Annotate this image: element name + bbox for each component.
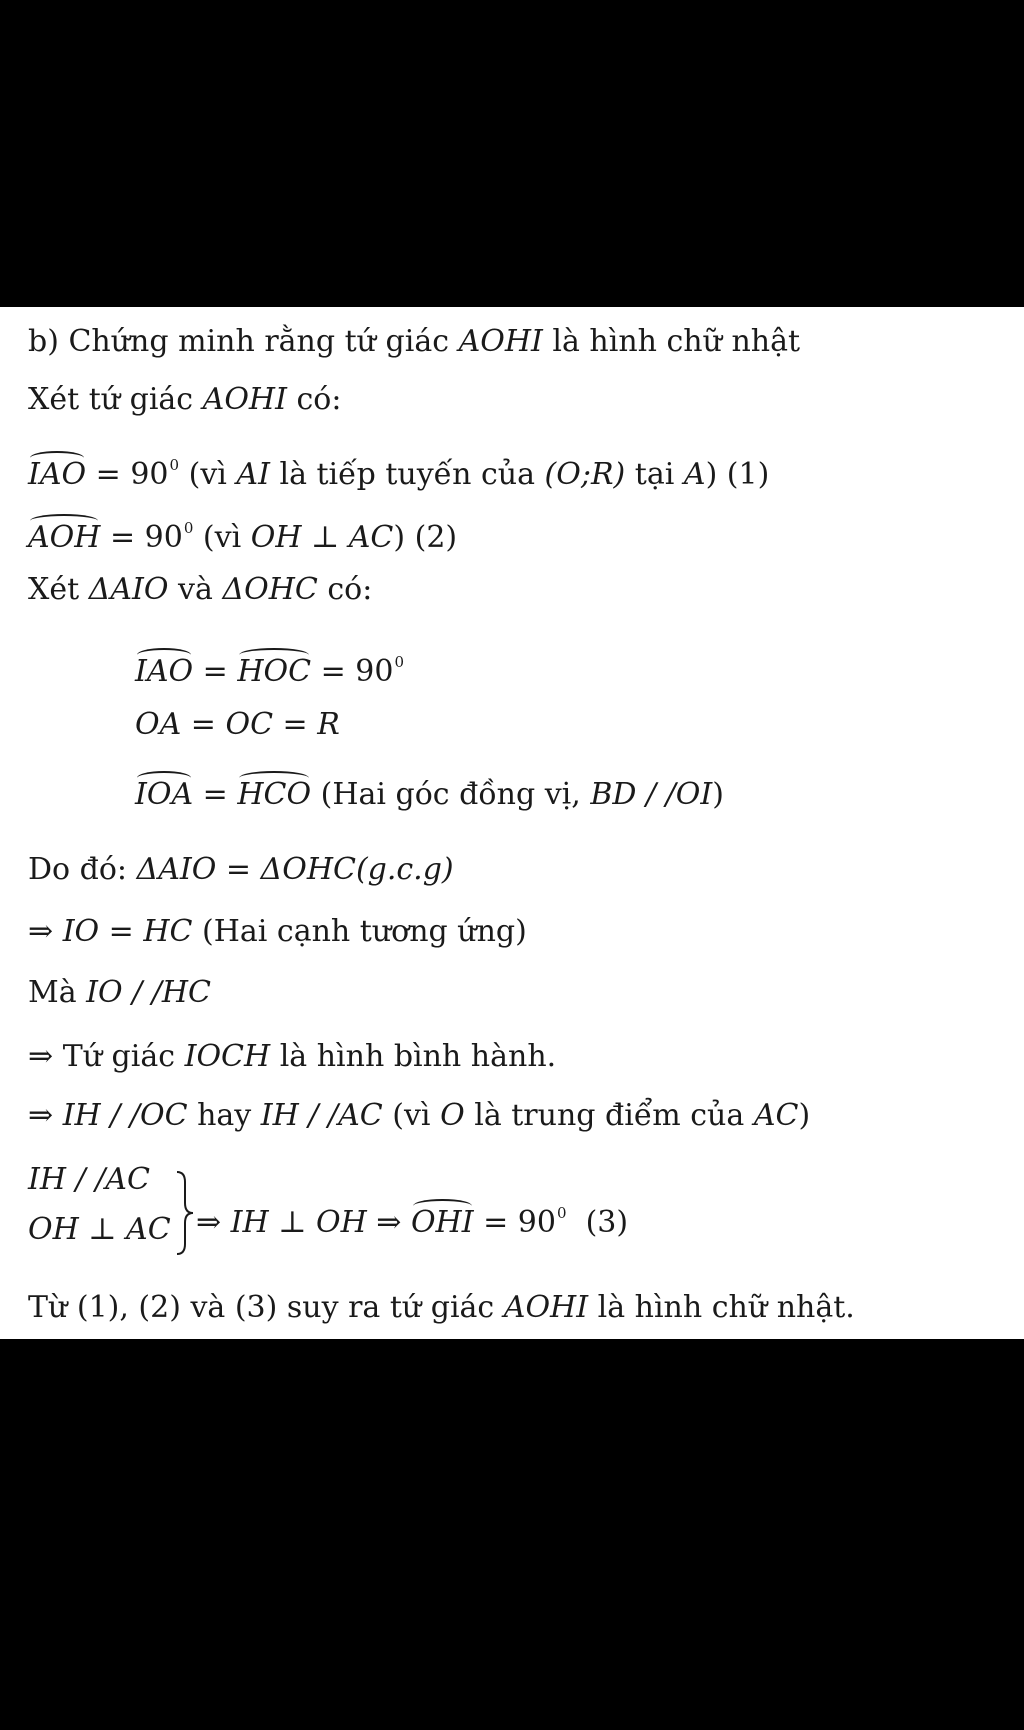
angle-ioa: IOA — [135, 777, 194, 812]
line2-expression: OH ⊥ AC — [250, 520, 394, 555]
line1-degree: 0 — [169, 456, 180, 474]
c1-degree: 0 — [394, 653, 405, 671]
line2-eq: = 90 — [109, 520, 183, 555]
line2-degree: 0 — [183, 519, 194, 537]
final-suffix: là hình chữ nhật. — [597, 1290, 855, 1325]
step4-segment: AC — [753, 1098, 799, 1133]
line1-segment: AI — [236, 457, 270, 492]
line2-reason-open: (vì — [202, 520, 242, 555]
angle-iao-2: IAO — [135, 654, 194, 689]
system-tag: (3) — [585, 1205, 629, 1240]
step4-or: hay — [197, 1098, 252, 1133]
heading-prefix: b) Chứng minh rằng tứ giác — [28, 324, 450, 359]
line1-circle: (O;R) — [544, 457, 626, 492]
line2-tag: ) (2) — [393, 520, 458, 555]
step-ih-ac-line — [28, 1098, 810, 1134]
angle-hco: HCO — [237, 777, 312, 812]
step-parallelogram-line — [28, 1039, 556, 1075]
solution-document — [0, 307, 1024, 1339]
step4-close: ) — [798, 1098, 811, 1133]
congruence-expression: ΔAIO = ΔOHC(g.c.g) — [136, 852, 454, 887]
line1-tag: ) (1) — [705, 457, 770, 492]
step4-expression-2: IH / /AC — [260, 1098, 383, 1133]
implies-arrow: ⇒ — [28, 1039, 54, 1074]
condition-angles-line — [135, 644, 404, 690]
angle-iao: IAO — [28, 457, 87, 492]
step3-shape: IOCH — [184, 1039, 271, 1074]
c1-eq: = — [202, 654, 228, 689]
implies-arrow: ⇒ — [28, 1098, 54, 1133]
c1-value: = 90 — [320, 654, 394, 689]
heading-line — [28, 324, 800, 360]
triangle-ohc: ΔOHC — [222, 572, 318, 607]
angle-aoh-line — [28, 510, 457, 556]
step2-prefix: Mà — [28, 975, 77, 1010]
consider-triangles-line — [28, 572, 372, 608]
system-row-2: OH ⊥ AC — [28, 1212, 171, 1247]
c3-parallel: BD / /OI — [590, 777, 713, 812]
final-shape: AOHI — [503, 1290, 589, 1325]
line1-reason-text: là tiếp tuyến của — [279, 457, 535, 492]
step4-expression-1: IH / /OC — [62, 1098, 188, 1133]
step3-prefix: Tứ giác — [62, 1039, 176, 1074]
system-result — [196, 1195, 628, 1241]
implies-arrow: ⇒ — [28, 914, 54, 949]
conclusion-prefix: Do đó: — [28, 852, 128, 887]
condition-corresponding-line — [135, 777, 724, 813]
c2-expression: OA = OC = R — [135, 707, 340, 742]
consider-tri-and: và — [178, 572, 213, 607]
consider-tri-suffix: có: — [327, 572, 373, 607]
condition-sides-line — [135, 707, 340, 743]
system-degree: 0 — [556, 1204, 567, 1222]
step2-expression: IO / /HC — [86, 975, 212, 1010]
angle-hoc: HOC — [237, 654, 312, 689]
line1-at: tại — [634, 457, 675, 492]
angle-ohi: OHI — [410, 1205, 474, 1240]
system-row-1: IH / /AC — [28, 1162, 150, 1197]
step4-reason-text: là trung điểm của — [474, 1098, 745, 1133]
consider-quad-prefix: Xét tứ giác — [28, 382, 194, 417]
angle-iao-line — [28, 447, 769, 493]
step4-reason-open: (vì — [392, 1098, 431, 1133]
consider-quad-line — [28, 382, 341, 418]
consider-quad-shape: AOHI — [202, 382, 287, 417]
heading-suffix: là hình chữ nhật — [552, 324, 801, 359]
consider-tri-prefix: Xét — [28, 572, 80, 607]
step-parallel-line — [28, 975, 211, 1011]
system-implication: ⇒ IH ⊥ OH ⇒ — [196, 1205, 402, 1240]
step1-expression: IO = HC — [62, 914, 193, 949]
equation-system — [28, 1162, 928, 1262]
right-brace-icon — [175, 1170, 195, 1256]
line1-eq: = 90 — [95, 457, 169, 492]
congruence-line — [28, 852, 454, 888]
heading-shape: AOHI — [458, 324, 543, 359]
line1-reason-open: (vì — [188, 457, 227, 492]
final-conclusion-line — [28, 1290, 855, 1326]
system-eq: = 90 — [483, 1205, 556, 1240]
c3-reason: (Hai góc đồng vị, — [320, 777, 581, 812]
triangle-aio: ΔAIO — [88, 572, 169, 607]
step1-reason: (Hai cạnh tương ứng) — [202, 914, 527, 949]
consider-quad-suffix: có: — [296, 382, 342, 417]
step4-point: O — [440, 1098, 465, 1133]
final-prefix: Từ (1), (2) và (3) suy ra tứ giác — [28, 1290, 495, 1325]
c3-eq: = — [202, 777, 228, 812]
step-io-hc-line — [28, 914, 527, 950]
line1-point: A — [683, 457, 706, 492]
step3-suffix: là hình bình hành. — [279, 1039, 557, 1074]
angle-aoh: AOH — [28, 520, 101, 555]
c3-close: ) — [712, 777, 724, 812]
